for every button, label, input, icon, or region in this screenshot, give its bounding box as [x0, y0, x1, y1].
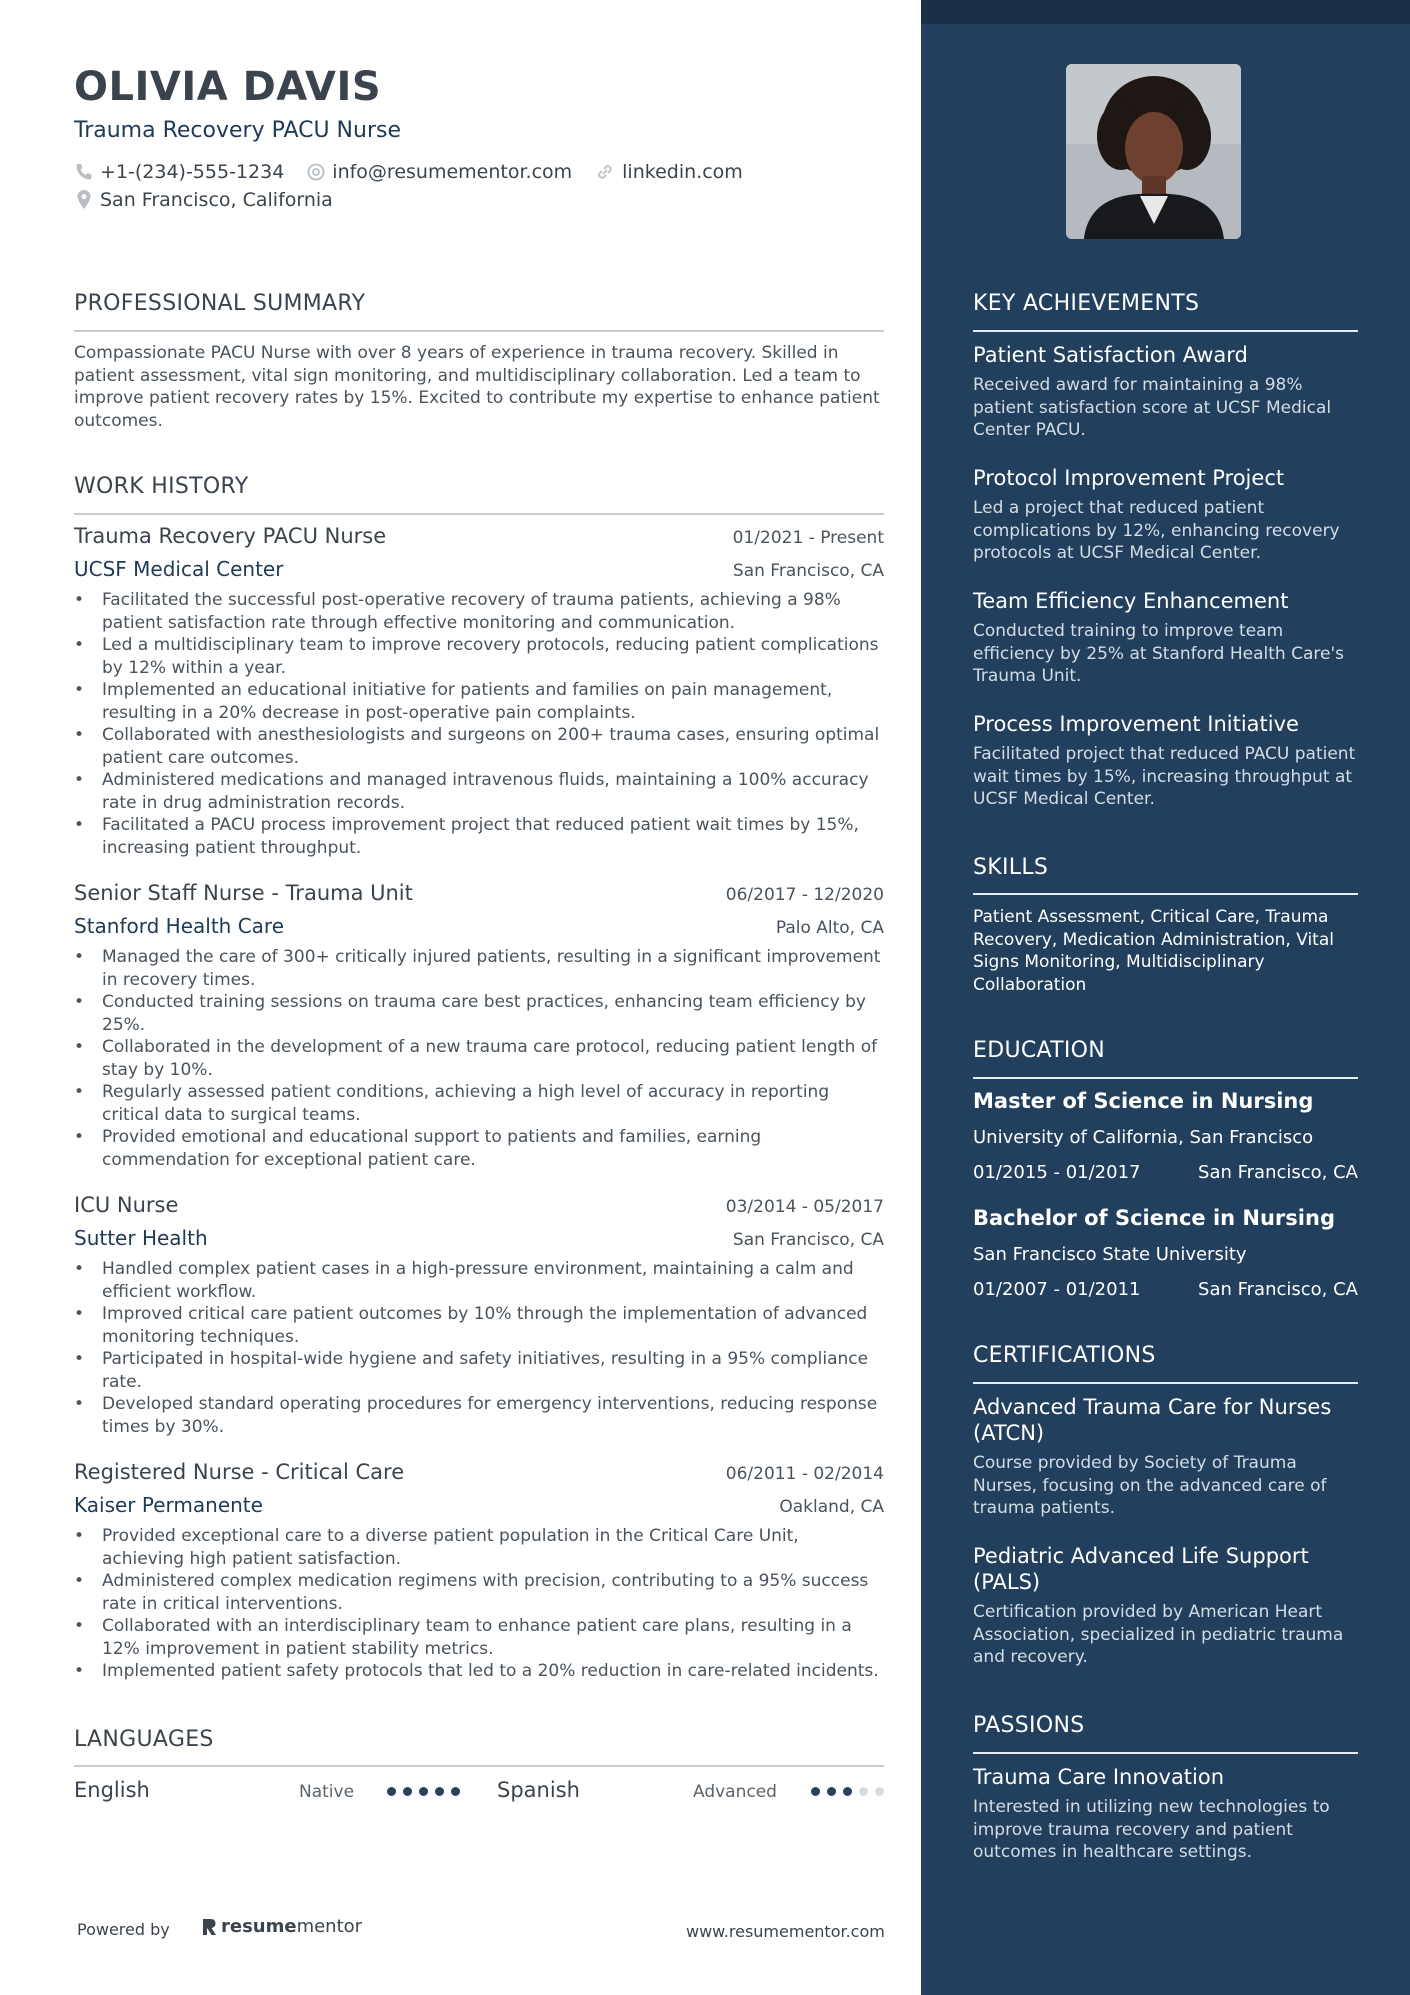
job-entry [74, 1460, 884, 1683]
job-bullet: • Handled complex patient cases in a high-pressure environment, maintaining a calm and efficient workflow. [74, 1258, 884, 1303]
email-text: info@resumementor.com [332, 161, 573, 183]
job-dates: 06/2017 - 12/2020 [725, 885, 884, 905]
job-bullet: • Administered medications and managed intravenous fluids, maintaining a 100% accuracy rate in drug administration records. [74, 769, 884, 814]
job-bullets [74, 589, 884, 859]
achievements-heading: KEY ACHIEVEMENTS [973, 291, 1200, 316]
certification-item [973, 1394, 1358, 1520]
job-entry [74, 524, 884, 859]
job-entry [74, 1193, 884, 1438]
education-degree: Bachelor of Science in Nursing [973, 1206, 1335, 1230]
job-bullet: • Collaborated in the development of a new trauma care protocol, reducing patient length of stay by 10%. [74, 1036, 884, 1081]
certifications-divider [973, 1382, 1358, 1384]
education-dates: 01/2015 - 01/2017 [973, 1162, 1141, 1183]
job-bullet: • Managed the care of 300+ critically injured patients, resulting in a significant improvement in recovery times. [74, 946, 884, 991]
linkedin-text: linkedin.com [622, 161, 743, 183]
education-dates: 01/2007 - 01/2011 [973, 1279, 1141, 1300]
certification-desc: Certification provided by American Heart Association, specialized in pediatric trauma and recovery. [973, 1602, 1344, 1667]
job-bullet: • Implemented an educational initiative for patients and families on pain management, resulting in a 20% decrease in post-operative pain complaints. [74, 679, 884, 724]
portrait-image [1066, 64, 1241, 239]
rating-dot-filled [811, 1787, 820, 1796]
achievements-divider [973, 330, 1358, 332]
language-rating [387, 1787, 467, 1796]
job-bullet: • Developed standard operating procedures for emergency interventions, reducing response times by 30%. [74, 1393, 884, 1438]
work-history-divider [74, 513, 884, 515]
achievement-desc: Facilitated project that reduced PACU patient wait times by 15%, increasing throughput at UCSF Medical Center. [973, 744, 1356, 809]
languages-heading: LANGUAGES [74, 1727, 214, 1752]
achievement-desc: Received award for maintaining a 98% patient satisfaction score at UCSF Medical Center PACU. [973, 375, 1332, 440]
job-bullet: • Improved critical care patient outcomes by 10% through the implementation of advanced monitoring techniques. [74, 1303, 884, 1348]
job-company: UCSF Medical Center [74, 557, 284, 581]
profile-photo [1066, 64, 1241, 239]
footer-url[interactable]: www.resumementor.com [686, 1922, 885, 1941]
logo-text-bold: resume [221, 1916, 297, 1937]
job-bullet: • Facilitated a PACU process improvement project that reduced patient wait times by 15%, increasing patient throughput. [74, 814, 884, 859]
location-pin-icon [74, 189, 94, 211]
languages-divider [74, 1765, 884, 1767]
job-bullet: • Provided emotional and educational support to patients and families, earning commendation for exceptional patient care. [74, 1126, 884, 1171]
job-bullets [74, 1525, 884, 1683]
job-title: Trauma Recovery PACU Nurse [74, 524, 387, 548]
contact-phone[interactable] [74, 161, 284, 183]
rating-dot-filled [843, 1787, 852, 1796]
job-bullet: • Conducted training sessions on trauma care best practices, enhancing team efficiency by 25%. [74, 991, 884, 1036]
education-location: San Francisco, CA [1198, 1162, 1358, 1183]
rating-dot-empty [875, 1787, 884, 1796]
achievement-title: Process Improvement Initiative [973, 712, 1299, 736]
achievement-item [973, 711, 1358, 811]
passion-item [973, 1764, 1358, 1864]
certification-item [973, 1543, 1358, 1669]
job-location: San Francisco, CA [732, 561, 884, 581]
job-bullet: • Provided exceptional care to a diverse patient population in the Critical Care Unit, achieving high patient satisfaction. [74, 1525, 884, 1570]
rating-dot-filled [827, 1787, 836, 1796]
passion-title: Trauma Care Innovation [973, 1765, 1225, 1789]
job-location: Palo Alto, CA [775, 918, 884, 938]
skills-divider [973, 893, 1358, 895]
education-degree: Master of Science in Nursing [973, 1089, 1314, 1113]
job-bullet: • Collaborated with anesthesiologists and surgeons on 200+ trauma cases, ensuring optimal patient care outcomes. [74, 724, 884, 769]
sidebar [921, 0, 1410, 1995]
job-bullet: • Participated in hospital-wide hygiene and safety initiatives, resulting in a 95% compliance rate. [74, 1348, 884, 1393]
skills-heading: SKILLS [973, 855, 1049, 880]
link-icon [594, 162, 616, 182]
job-bullet: • Facilitated the successful post-operative recovery of trauma patients, achieving a 98% patient satisfaction rate through effective monitoring and communication. [74, 589, 884, 634]
education-location: San Francisco, CA [1198, 1279, 1358, 1300]
job-bullet: • Regularly assessed patient conditions, achieving a high level of accuracy in reporting critical data to surgical teams. [74, 1081, 884, 1126]
language-level: Native [299, 1782, 355, 1802]
certification-title: Pediatric Advanced Life Support (PALS) [973, 1544, 1309, 1594]
achievement-desc: Conducted training to improve team efficiency by 25% at Stanford Health Care's Trauma Unit. [973, 621, 1344, 686]
achievement-item [973, 588, 1358, 688]
education-item [973, 1089, 1358, 1183]
passions-divider [973, 1752, 1358, 1754]
job-company: Stanford Health Care [74, 914, 285, 938]
at-icon [306, 162, 326, 182]
language-name: Spanish [497, 1778, 580, 1802]
job-entry [74, 881, 884, 1171]
passion-desc: Interested in utilizing new technologies to improve trauma recovery and patient outcomes in healthcare settings. [973, 1797, 1330, 1862]
contact-location [74, 189, 333, 211]
rating-dot-empty [859, 1787, 868, 1796]
certifications-heading: CERTIFICATIONS [973, 1343, 1156, 1368]
job-title: Registered Nurse - Critical Care [74, 1460, 405, 1484]
job-company: Kaiser Permanente [74, 1493, 263, 1517]
sidebar-top-band [921, 0, 1410, 24]
contact-row-2 [74, 189, 355, 211]
phone-text: +1-(234)-555-1234 [100, 161, 285, 183]
job-bullet: • Administered complex medication regimens with precision, contributing to a 95% success rate in critical interventions. [74, 1570, 884, 1615]
education-divider [973, 1077, 1358, 1079]
job-location: Oakland, CA [779, 1497, 884, 1517]
rating-dot-filled [387, 1787, 396, 1796]
logo-mark-icon [200, 1917, 218, 1937]
job-company: Sutter Health [74, 1226, 208, 1250]
job-bullet: • Led a multidisciplinary team to improve recovery protocols, reducing patient complications by 12% within a year. [74, 634, 884, 679]
language-rating [811, 1787, 891, 1796]
job-dates: 06/2011 - 02/2014 [725, 1464, 884, 1484]
rating-dot-filled [403, 1787, 412, 1796]
job-dates: 01/2021 - Present [732, 528, 884, 548]
language-level: Advanced [693, 1782, 777, 1802]
certification-title: Advanced Trauma Care for Nurses (ATCN) [973, 1395, 1332, 1445]
achievement-title: Team Efficiency Enhancement [973, 589, 1289, 613]
education-school: University of California, San Francisco [973, 1127, 1314, 1148]
summary-divider [74, 330, 884, 332]
achievement-item [973, 342, 1358, 442]
job-bullets [74, 946, 884, 1171]
job-bullet: • Collaborated with an interdisciplinary team to enhance patient care plans, resulting in a 12% improvement in patient stability metrics. [74, 1615, 884, 1660]
education-heading: EDUCATION [973, 1038, 1106, 1063]
rating-dot-filled [451, 1787, 460, 1796]
job-title: ICU Nurse [74, 1193, 179, 1217]
resumementor-logo[interactable] [200, 1916, 362, 1937]
summary-text: Compassionate PACU Nurse with over 8 years of experience in trauma recovery. Skilled in patient assessment, vital sign monitoring, and multidisciplinary collaboration. Led a team to improve patient recovery rates by 15%. Excited to contribute my expertise to enhance patient outcomes. [74, 343, 880, 431]
achievement-desc: Led a project that reduced patient complications by 12%, enhancing recovery protocols at UCSF Medical Center. [973, 498, 1340, 563]
achievement-item [973, 465, 1358, 565]
work-history-heading: WORK HISTORY [74, 474, 249, 499]
languages-row [74, 1776, 884, 1806]
skills-text: Patient Assessment, Critical Care, Trauma Recovery, Medication Administration, Vital Signs Monitoring, Multidisciplinary Collaboration [973, 907, 1334, 995]
education-item [973, 1206, 1358, 1300]
contact-email[interactable] [306, 161, 572, 183]
job-location: San Francisco, CA [732, 1230, 884, 1250]
certification-desc: Course provided by Society of Trauma Nurses, focusing on the advanced care of trauma patients. [973, 1453, 1327, 1518]
phone-icon [74, 162, 94, 182]
location-text: San Francisco, California [100, 189, 333, 211]
candidate-role: Trauma Recovery PACU Nurse [74, 118, 402, 143]
language-name: English [74, 1778, 150, 1802]
achievement-title: Protocol Improvement Project [973, 466, 1285, 490]
summary-heading: PROFESSIONAL SUMMARY [74, 291, 366, 316]
rating-dot-filled [419, 1787, 428, 1796]
rating-dot-filled [435, 1787, 444, 1796]
education-school: San Francisco State University [973, 1244, 1247, 1265]
job-bullets [74, 1258, 884, 1438]
job-dates: 03/2014 - 05/2017 [725, 1197, 884, 1217]
candidate-name: OLIVIA DAVIS [74, 64, 382, 110]
job-bullet: • Implemented patient safety protocols that led to a 20% reduction in care-related incidents. [74, 1660, 884, 1683]
contact-linkedin[interactable] [594, 161, 743, 183]
job-title: Senior Staff Nurse - Trauma Unit [74, 881, 413, 905]
passions-heading: PASSIONS [973, 1713, 1085, 1738]
powered-by-label: Powered by [77, 1920, 170, 1939]
contact-row [74, 161, 765, 183]
achievement-title: Patient Satisfaction Award [973, 343, 1248, 367]
logo-text-light: mentor [296, 1916, 363, 1937]
